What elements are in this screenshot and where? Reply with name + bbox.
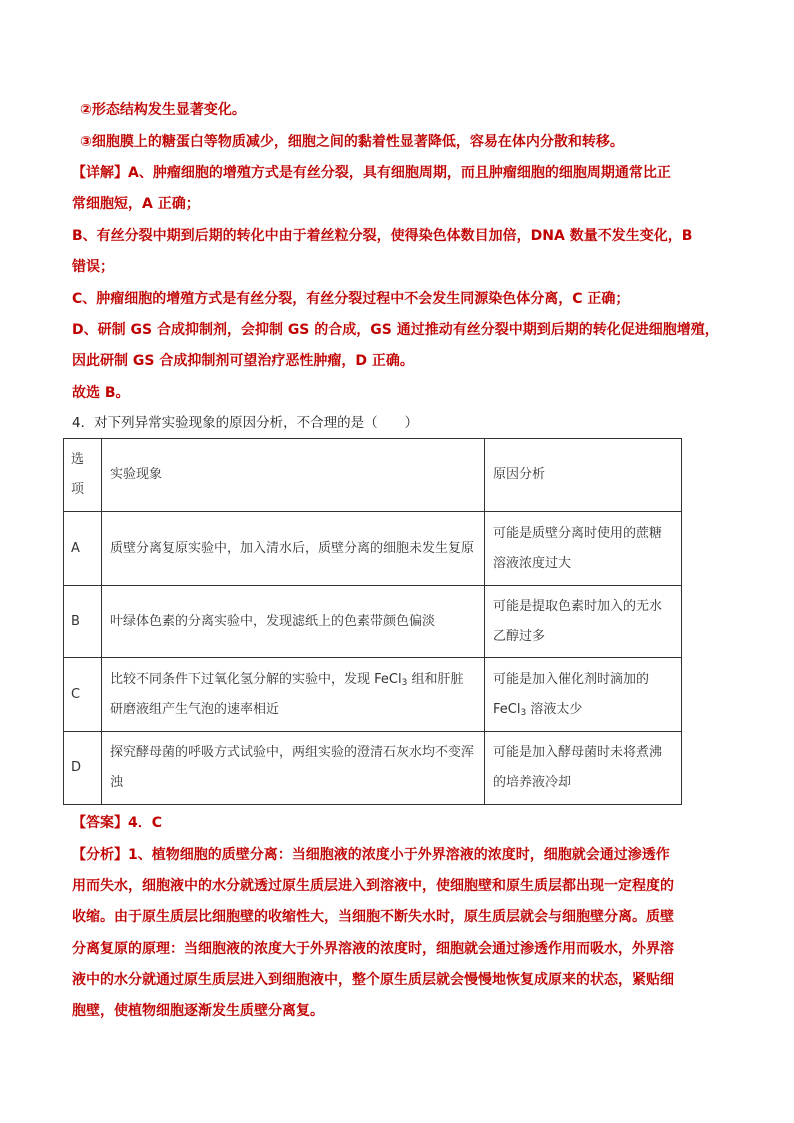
detail-c-line: C、肿瘤细胞的增殖方式是有丝分裂，有丝分裂过程中不会发生同源染色体分离，C 正确； bbox=[72, 291, 630, 307]
analysis-line-5: 液中的水分就通过原生质层进入到细胞液中，整个原生质层就会慢慢地恢复成原来的状态，紧贴细 bbox=[72, 972, 674, 988]
options-table bbox=[63, 438, 682, 805]
analysis-line-6: 胞壁，使植物细胞逐渐发生质壁分离复。 bbox=[72, 1003, 324, 1019]
header-reason: 原因分析 bbox=[485, 439, 682, 512]
phenomenon-cell: 探究酵母菌的呼吸方式试验中，两组实验的澄清石灰水均不变浑浊 bbox=[102, 732, 485, 805]
table-row bbox=[64, 732, 682, 805]
option-label: C bbox=[64, 658, 102, 732]
table-row bbox=[64, 512, 682, 586]
analysis-line-4: 分离复原的原理：当细胞液的浓度大于外界溶液的浓度时，细胞就会通过渗透作用而吸水，外界溶 bbox=[72, 941, 674, 957]
reason-cell: 可能是加入催化剂时滴加的 FeCl$_3$ 溶液太少 bbox=[485, 658, 682, 732]
option-label: D bbox=[64, 732, 102, 805]
question-stem: 4．对下列异常实验现象的原因分析，不合理的是（ ） bbox=[72, 415, 419, 431]
choose-line: 故选 B。 bbox=[72, 385, 130, 401]
detail-b-line-2: 错误； bbox=[72, 259, 114, 275]
reason-cell: 可能是质壁分离时使用的蔗糖溶液浓度过大 bbox=[485, 512, 682, 586]
table-row bbox=[64, 586, 682, 658]
detail-d-line-1: D、研制 GS 合成抑制剂，会抑制 GS 的合成，GS 通过推动有丝分裂中期到后期的转化促进细胞增殖， bbox=[72, 322, 719, 338]
detail-line-2: 常细胞短，A 正确； bbox=[72, 196, 200, 212]
analysis-line-2: 用而失水，细胞液中的水分就透过原生质层进入到溶液中，使细胞壁和原生质层都出现一定程度的 bbox=[72, 878, 674, 894]
phenomenon-cell: 比较不同条件下过氧化氢分解的实验中，发现 FeCl$_3$ 组和肝脏研磨液组产生气泡的速率相近 bbox=[102, 658, 485, 732]
table-header-row bbox=[64, 439, 682, 512]
detail-b-line-1: B、有丝分裂中期到后期的转化中由于着丝粒分裂，使得染色体数目加倍，DNA 数量不发生变化，B bbox=[72, 228, 693, 244]
header-phenomenon: 实验现象 bbox=[102, 439, 485, 512]
reason-cell: 可能是提取色素时加入的无水乙醇过多 bbox=[485, 586, 682, 658]
option-label: A bbox=[64, 512, 102, 586]
table-row bbox=[64, 658, 682, 732]
point-3: ③细胞膜上的糖蛋白等物质减少，细胞之间的黏着性显著降低，容易在体内分散和转移。 bbox=[80, 134, 624, 150]
analysis-line-3: 收缩。由于原生质层比细胞壁的收缩性大，当细胞不断失水时，原生质层就会与细胞壁分离。质壁 bbox=[72, 909, 674, 925]
answer-label: 【答案】4．C bbox=[72, 815, 163, 831]
analysis-line-1: 【分析】1、植物细胞的质壁分离：当细胞液的浓度小于外界溶液的浓度时，细胞就会通过渗透作 bbox=[72, 847, 670, 863]
option-label: B bbox=[64, 586, 102, 658]
detail-d-line-2: 因此研制 GS 合成抑制剂可望治疗恶性肿瘤，D 正确。 bbox=[72, 353, 414, 369]
phenomenon-cell: 质壁分离复原实验中，加入清水后，质壁分离的细胞未发生复原 bbox=[102, 512, 485, 586]
point-2: ②形态结构发生显著变化。 bbox=[80, 102, 246, 118]
reason-cell: 可能是加入酵母菌时未将煮沸的培养液冷却 bbox=[485, 732, 682, 805]
header-option: 选 项 bbox=[64, 439, 102, 512]
detail-line-1: 【详解】A、肿瘤细胞的增殖方式是有丝分裂，具有细胞周期，而且肿瘤细胞的细胞周期通常比正 bbox=[72, 165, 671, 181]
phenomenon-cell: 叶绿体色素的分离实验中，发现滤纸上的色素带颜色偏淡 bbox=[102, 586, 485, 658]
